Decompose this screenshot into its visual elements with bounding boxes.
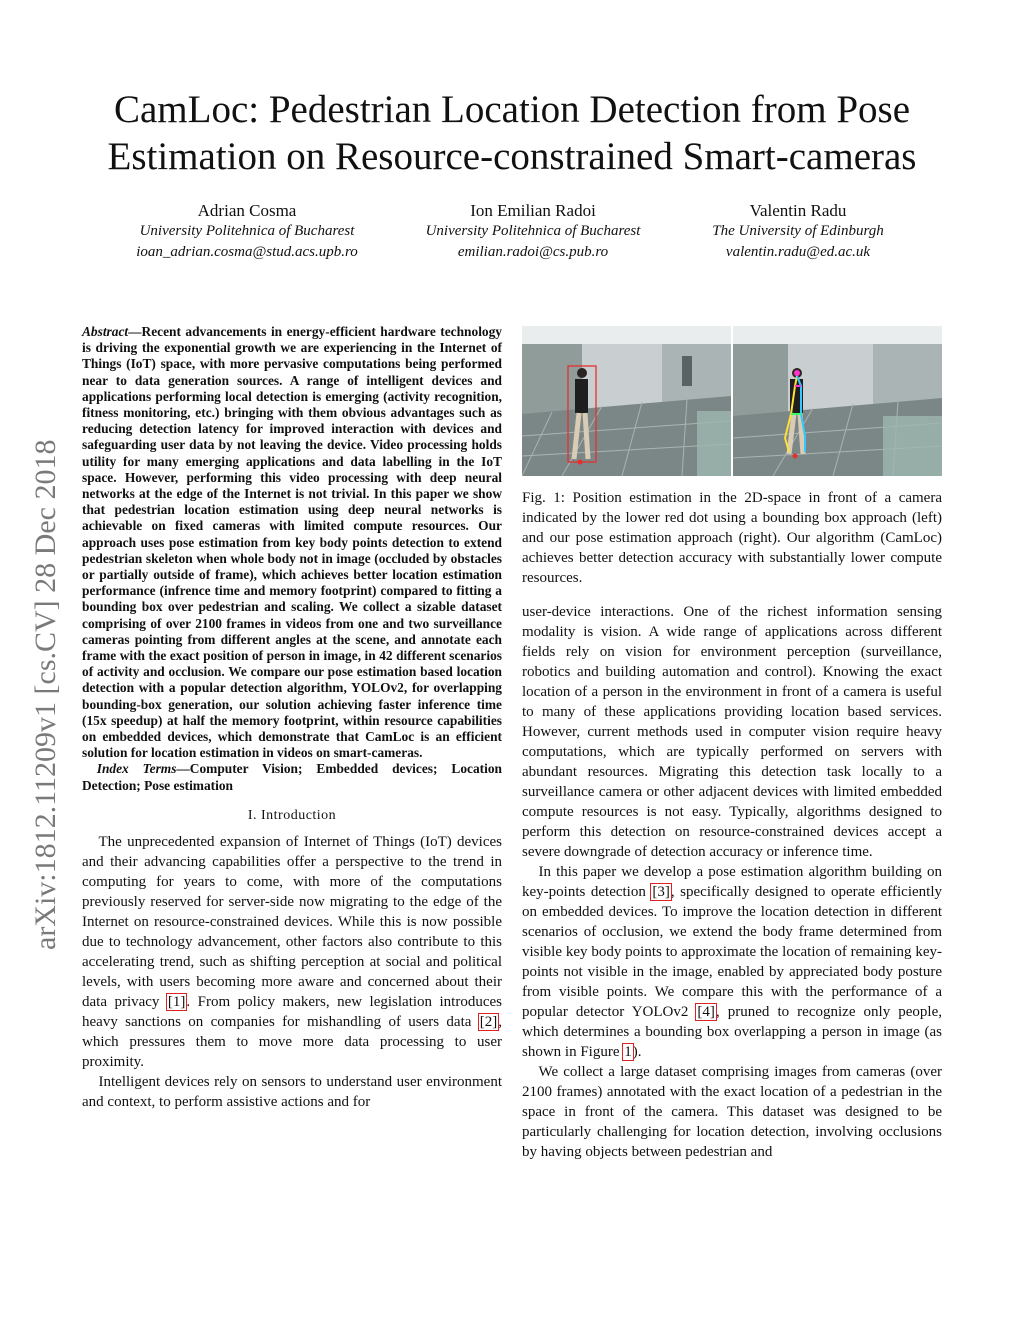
author-email: emilian.radoi@cs.pub.ro: [457, 244, 609, 260]
author-3: [658, 200, 938, 263]
surveillance-scene-right: [733, 326, 942, 476]
right-column: [522, 602, 942, 1162]
author-1: [107, 200, 387, 263]
surveillance-scene-left: [522, 326, 731, 476]
intro-text: . From policy makers, new legislation introduces heavy sanctions on companies for mishandling of users data: [82, 993, 502, 1030]
right-paragraph-1: user-device interactions. One of the richest information sensing modality is vision. A wide range of applications across different fields rely on vision for environment perception (surveillance, robotics and building automation and control). Knowing the exact location of a person in the environment in front of a camera is useful to many of these applications providing location based services. However, current methods used in computer vision require heavy computations, which are typically performed on servers with abundant resources. Migrating this detection task locally to a surveillance camera or other adjacent devices with limited embedded compute resources is not easy. Typically, algorithms designed to perform this detection on resource-constrained devices accept a severe downgrade of detection accuracy or inference time.: [522, 604, 942, 860]
citation-link-3[interactable]: [3]: [652, 884, 670, 900]
author-2: [393, 200, 673, 263]
body-text: , specifically designed to operate efficiently on embedded devices. To improve the location detection in different scenarios of occlusion, we extend the body frame determined from visible key body points to approximate the location of remaining key-points not visible in the image, enabled by appreciated body posture from visible points. We compare this with the performance of a popular detector YOLOv2: [522, 884, 942, 1020]
author-affiliation: University Politehnica of Bucharest: [139, 223, 355, 239]
citation-link-1[interactable]: [1]: [167, 993, 186, 1010]
figure-panel-bounding-box: [522, 326, 731, 476]
author-name: Adrian Cosma: [197, 201, 297, 220]
abstract-text: —Recent advancements in energy-efficient hardware technology is driving the exponential growth we are experiencing in the Internet of Things (IoT) space, with more pervasive computations being performed near to data generation sources. A range of intelligent devices and applications performing local detection is emerging (activity recognition, fitness monitoring, etc.) bringing with them obvious advantages such as reducing detection latency for improved interaction with devices and safeguarding user data by not leaving the device. Video processing holds utility for many emerging applications and data labelling in the IoT space. However, performing this video processing with deep neural networks at the edge of the Internet is not trivial. In this paper we show that pedestrian location estimation using deep neural networks is achievable on fixed cameras with limited compute resources. Our approach uses pose estimation from key body points detection to extend pedestrian skeleton when whole body not in image (occluded by obstacles or partially outside of frame), which achieves better location estimation performance (infrence time and memory footprint) compared to fitting a bounding box over pedestrian and scaling. We collect a sizable dataset comprising of over 2100 frames in videos from one and two surveillance cameras pointing from different angles at the scene, and annotate each frame with the exact position of person in image, in 42 different scenarios of activity and occlusion. We compare our pose estimation based location detection with a popular detection algorithm, YOLOv2, for overlapping bounding-box generation, our solution achieving faster inference time (15x speedup) at half the memory footprint, within resource capabilities on embedded devices, which demonstrate that CamLoc is an efficient solution for location estimation in videos on smart-cameras.: [82, 324, 502, 761]
figure-reference-link[interactable]: 1: [624, 1044, 632, 1060]
intro-paragraph-2: Intelligent devices rely on sensors to understand user environment and context, to perform assistive actions and for: [82, 1073, 502, 1110]
body-text: In this paper we develop a pose estimation algorithm building on key-points detection: [522, 864, 942, 900]
paper-title: CamLoc: Pedestrian Location Detection from Pose Estimation on Resource-constrained Smart-cameras: [107, 88, 917, 178]
author-name: Valentin Radu: [749, 201, 847, 220]
intro-text: , which pressures them to move more data processing to user proximity.: [82, 1013, 502, 1070]
author-email: valentin.radu@ed.ac.uk: [725, 244, 871, 260]
left-column: [82, 324, 502, 1112]
figure-panel-pose-estimation: [733, 326, 942, 476]
abstract: [82, 324, 502, 761]
intro-paragraph-1: [82, 832, 502, 1072]
section-heading-introduction: I. Introduction: [247, 807, 337, 823]
abstract-label: Abstract: [82, 324, 129, 339]
arxiv-watermark: arXiv:1812.11209v1 [cs.CV] 28 Dec 2018: [29, 439, 62, 950]
body-text: ).: [632, 1044, 642, 1060]
index-terms-text: —Computer Vision; Embedded devices; Location Detection; Pose estimation: [82, 761, 502, 793]
body-text: , pruned to recognize only people, which determines a bounding box overlapping a person in image (as shown in Figure: [522, 1004, 942, 1060]
author-affiliation: The University of Edinburgh: [712, 223, 884, 239]
author-email: ioan_adrian.cosma@stud.acs.upb.ro: [136, 244, 358, 260]
right-paragraph-2: [522, 862, 942, 1062]
index-terms: [82, 761, 502, 793]
citation-link-2[interactable]: [2]: [479, 1013, 498, 1030]
index-terms-label: Index Terms: [96, 761, 177, 777]
figure-1: [522, 326, 942, 476]
author-affiliation: University Politehnica of Bucharest: [425, 223, 641, 239]
author-name: Ion Emilian Radoi: [470, 201, 596, 220]
right-paragraph-3: We collect a large dataset comprising images from cameras (over 2100 frames) annotated with the exact location of a pedestrian in the space in front of the camera. This dataset was designed to be particularly challenging for location detection, involving occlusions by having objects between pedestrian and: [522, 1064, 942, 1160]
citation-link-4[interactable]: [4]: [697, 1004, 715, 1020]
figure-1-caption: Fig. 1: Position estimation in the 2D-space in front of a camera indicated by the lower red dot using a bounding box approach (left) and our pose estimation approach (right). Our algorithm (CamLoc) achieves better detection accuracy with substantially lower compute resources.: [522, 490, 942, 586]
intro-text: The unprecedented expansion of Internet of Things (IoT) devices and their advancing capabilities offer a perspective to the trend in computing for years to come, with more of the computations previously reserved for server-side now migrating to the edge of the Internet on resource-constrained devices. While this is now possible due to technology advancement, other factors also contribute to this accelerating trend, such as shifting perception at social and political levels, with users becoming more aware and concerned about their data privacy: [82, 833, 502, 1010]
